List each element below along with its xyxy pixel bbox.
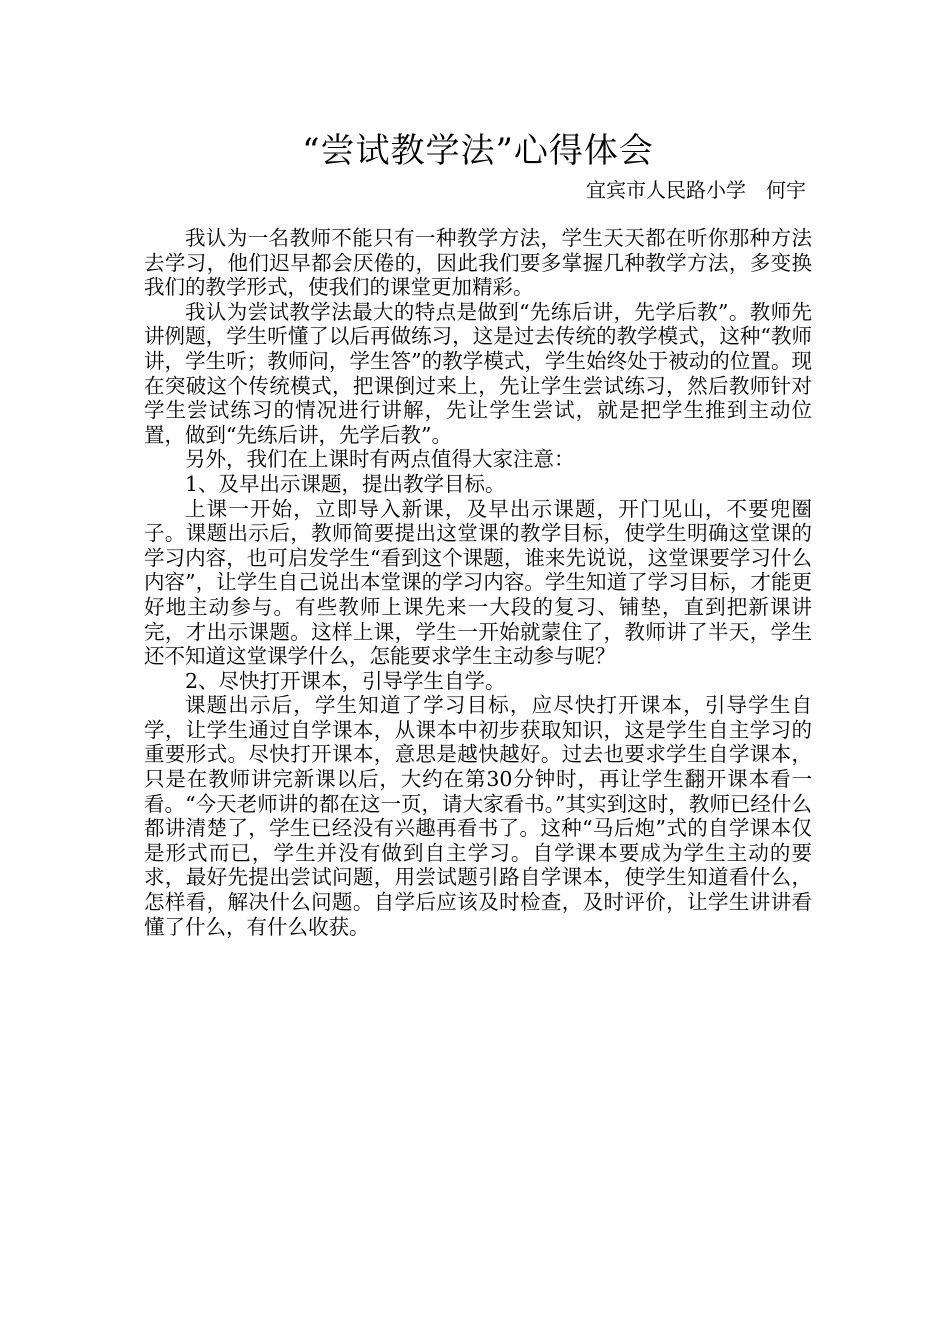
paragraph-2: 我认为尝试教学法最大的特点是做到“先练后讲，先学后教”。教师先讲例题，学生听懂了以后再做练习，这是过去传统的教学模式，这种“教师讲，学生听；教师问，学生答”的教学模式，学生始终处于被动的位置。现在突破这个传统模式，把课倒过来上，先让学生尝试练习，然后教师针对学生尝试练习的情况进行讲解，先让学生尝试，就是把学生推到主动位置，做到“先练后讲，先学后教”。 xyxy=(144,299,812,447)
document-title: “尝试教学法”心得体会 xyxy=(302,131,654,171)
document-page xyxy=(144,128,812,939)
paragraph-4: 上课一开始，立即导入新课，及早出示课题，开门见山，不要兜圈子。课题出示后，教师简要提出这堂课的教学目标，使学生明确这堂课的学习内容，也可启发学生“看到这个课题，谁来先说说，这堂课要学习什么内容”，让学生自己说出本堂课的学习内容。学生知道了学习目标，才能更好地主动参与。有些教师上课先来一大段的复习、铺垫，直到把新课讲完，才出示课题。这样上课，学生一开始就蒙住了，教师讲了半天，学生还不知道这堂课学什么，怎能要求学生主动参与呢？ xyxy=(144,496,812,669)
document-body xyxy=(144,226,812,939)
paragraph-3: 另外，我们在上课时有两点值得大家注意： xyxy=(185,447,575,472)
section-heading-1: 1、及早出示课题，提出教学目标。 xyxy=(185,471,506,496)
section-heading-2: 2、尽快打开课本，引导学生自学。 xyxy=(185,668,506,693)
paragraph-1: 我认为一名教师不能只有一种教学方法，学生天天都在听你那种方法去学习，他们迟早都会厌倦的，因此我们要多掌握几种教学方法，多变换我们的教学形式，使我们的课堂更加精彩。 xyxy=(144,226,812,300)
paragraph-5: 课题出示后，学生知道了学习目标，应尽快打开课本，引导学生自学，让学生通过自学课本，从课本中初步获取知识，这是学生自主学习的重要形式。尽快打开课本，意思是越快越好。过去也要求学生自学课本，只是在教师讲完新课以后，大约在第30分钟时，再让学生翻开课本看一看。“今天老师讲的都在这一页，请大家看书。”其实到这时，教师已经什么都讲清楚了，学生已经没有兴趣再看书了。这种“马后炮”式的自学课本仅是形式而已，学生并没有做到自主学习。自学课本要成为学生主动的要求，最好先提出尝试问题，用尝试题引路自学课本，使学生知道看什么，怎样看，解决什么问题。自学后应该及时检查，及时评价，让学生讲讲看懂了什么，有什么收获。 xyxy=(144,693,812,939)
author-byline: 宜宾市人民路小学 何宇 xyxy=(586,178,806,202)
